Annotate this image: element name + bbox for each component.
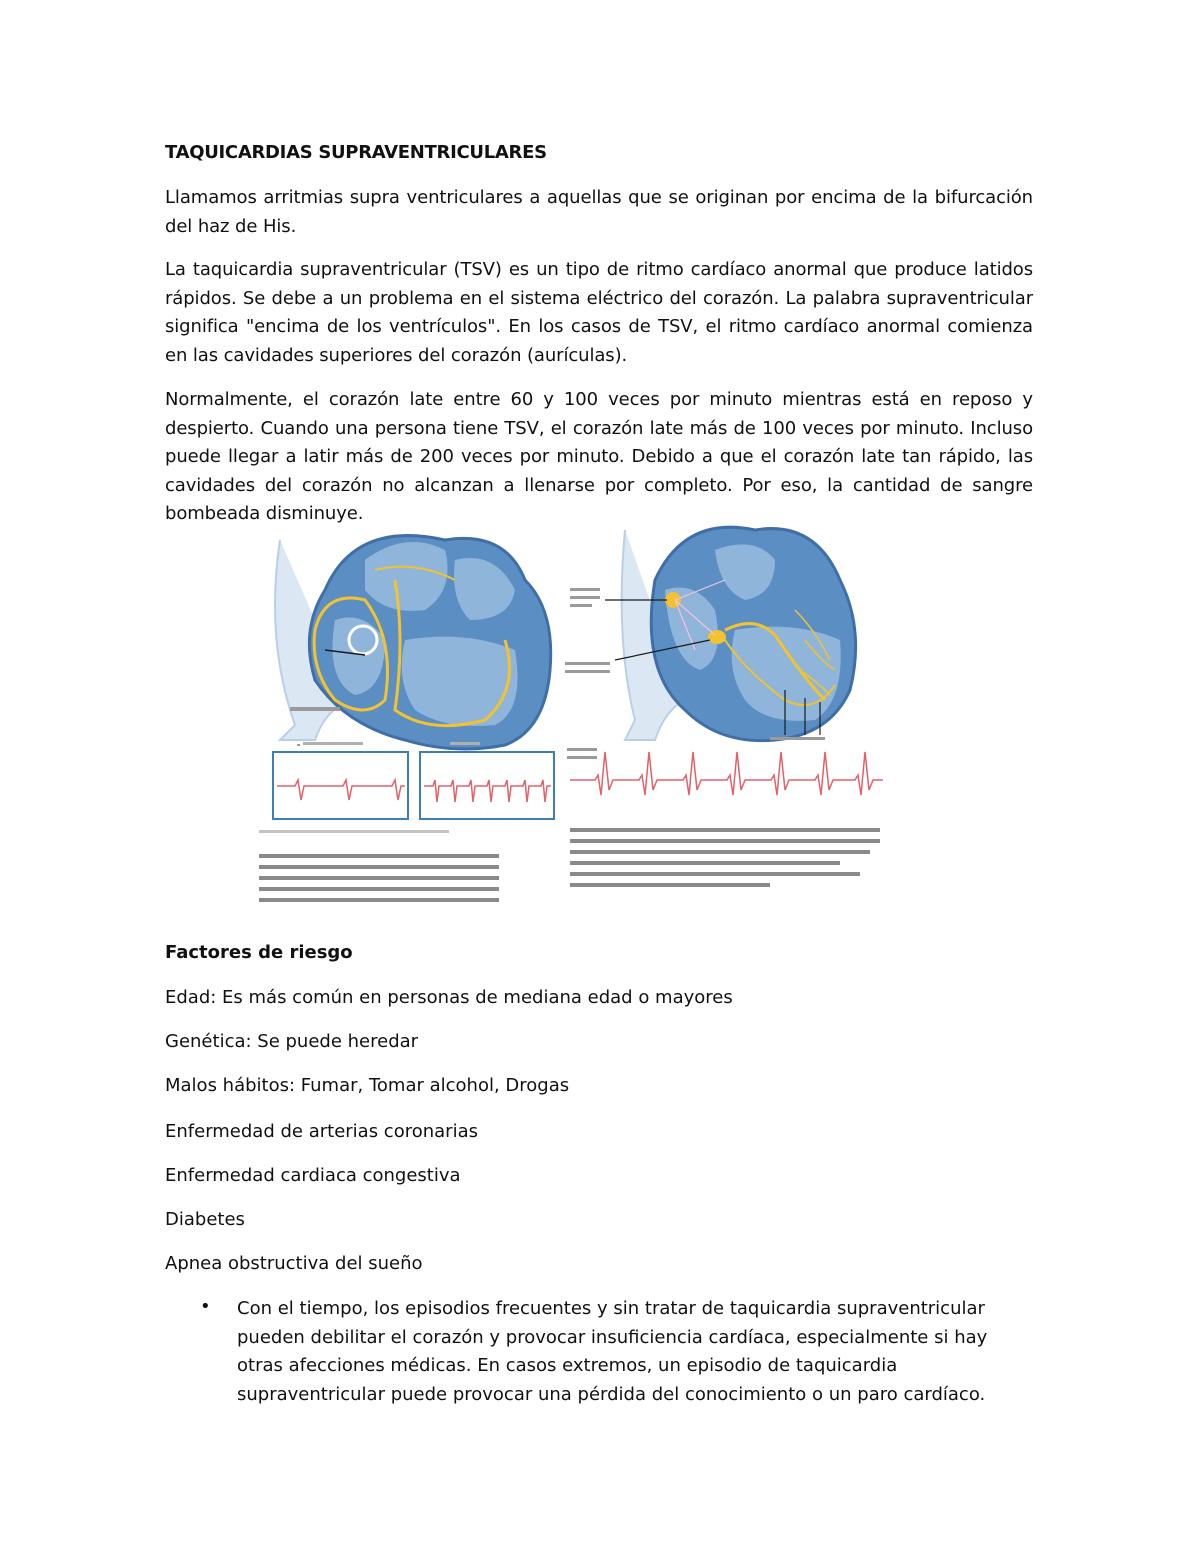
bullet-marker: • <box>200 1296 211 1317</box>
risk-factor-genetics: Genética: Se puede heredar <box>165 1031 419 1052</box>
risk-factor-age: Edad: Es más común en personas de mediana edad o mayores <box>165 987 733 1008</box>
paragraph-intro: Llamamos arritmias supra ventriculares a aquellas que se originan por encima de la bifurcación del haz de His. <box>165 187 1033 237</box>
heart-diagram-right <box>565 527 856 740</box>
ecg-strip-right <box>567 748 883 795</box>
risk-factor-congestive: Enfermedad cardiaca congestiva <box>165 1165 461 1186</box>
risk-factor-apnea: Apnea obstructiva del sueño <box>165 1253 423 1274</box>
risk-factor-habits: Malos hábitos: Fumar, Tomar alcohol, Drogas <box>165 1075 570 1096</box>
document-title: TAQUICARDIAS SUPRAVENTRICULARES <box>165 142 547 163</box>
paragraph-heart-rate: Normalmente, el corazón late entre 60 y 100 veces por minuto mientras está en reposo y despierto. Cuando una persona tiene TSV, el corazón late más de 100 veces por minuto. Incluso puede llegar a latir más de 200 veces por minuto. Debido a que el corazón late tan rápido, las cavidades del corazón no alcanzan a llenarse por completo. Por eso, la cantidad de sangre bombeada disminuye. <box>165 389 1033 524</box>
ecg-strip-tsv <box>420 742 554 819</box>
heart-illustration <box>255 520 885 915</box>
bullet-paragraph: Con el tiempo, los episodios frecuentes y sin tratar de taquicardia supraventricular pueden debilitar el corazón y provocar insuficiencia cardíaca, especialmente si hay otras afecciones médicas. En casos extremos, un episodio de taquicardia supraventricular puede provocar una pérdida del conocimiento o un paro cardíaco. <box>237 1298 988 1405</box>
risk-section-title: Factores de riesgo <box>165 942 353 963</box>
caption-right <box>570 828 880 887</box>
ecg-strip-typical <box>273 742 408 819</box>
risk-factor-diabetes: Diabetes <box>165 1209 245 1230</box>
paragraph-definition: La taquicardia supraventricular (TSV) es un tipo de ritmo cardíaco anormal que produce latidos rápidos. Se debe a un problema en el sistema eléctrico del corazón. La palabra supraventricular significa "encima de los ventrículos". En los casos de TSV, el ritmo cardíaco anormal comienza en las cavidades superiores del corazón (aurículas). <box>165 259 1033 366</box>
heart-diagram-left <box>275 536 551 749</box>
risk-factor-coronary: Enfermedad de arterias coronarias <box>165 1121 478 1142</box>
caption-left <box>259 830 499 902</box>
